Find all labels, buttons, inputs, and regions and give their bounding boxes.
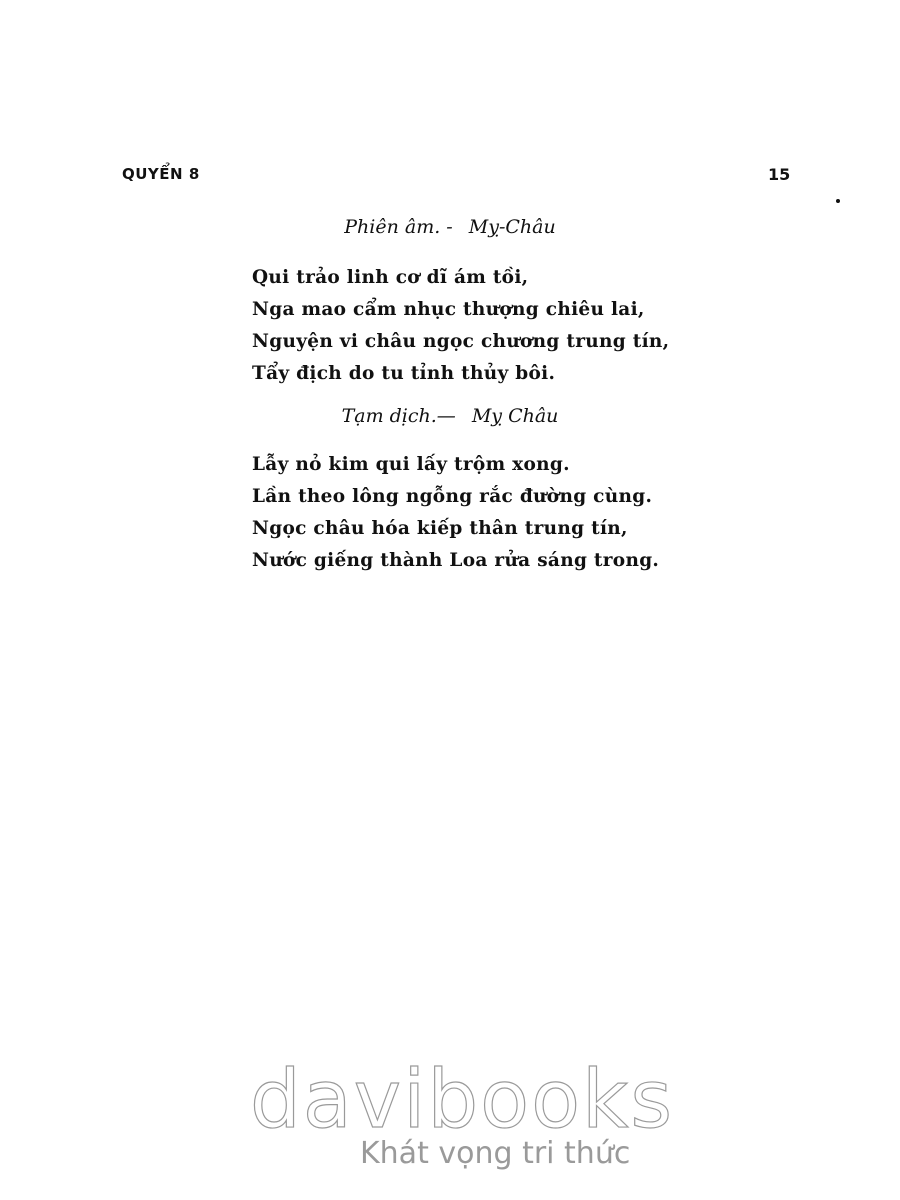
watermark-slogan: Khát vọng tri thức	[360, 1136, 631, 1171]
section-heading-label: Phiên âm. -	[344, 216, 453, 238]
poem-line: Nguyện vi châu ngọc chương trung tín,	[252, 331, 670, 352]
running-head: QUYỂN 8	[122, 165, 200, 183]
section-heading-label: Tạm dịch.—	[341, 405, 456, 427]
page-number: 15	[768, 165, 791, 184]
poem-line: Ngọc châu hóa kiếp thân trung tín,	[252, 518, 628, 539]
scan-speck	[836, 199, 840, 203]
poem-tam-dich	[252, 449, 659, 577]
poem-line: Tẩy địch do tu tỉnh thủy bôi.	[252, 363, 556, 384]
section-heading-tam-dich	[0, 405, 900, 427]
section-heading-author: Mỵ Châu	[471, 405, 559, 427]
poem-line: Qui trảo linh cơ dĩ ám tồi,	[252, 267, 529, 288]
section-heading-phien-am	[0, 216, 900, 238]
poem-line: Nước giếng thành Loa rửa sáng trong.	[252, 550, 660, 571]
poem-line: Lần theo lông ngỗng rắc đường cùng.	[252, 486, 653, 507]
poem-line: Lẫy nỏ kim qui lấy trộm xong.	[252, 454, 570, 475]
watermark	[250, 1053, 675, 1171]
poem-phien-am	[252, 262, 669, 390]
poem-line: Nga mao cẩm nhục thượng chiêu lai,	[252, 299, 645, 320]
section-heading-author: Mỵ-Châu	[468, 216, 556, 238]
watermark-brand: davibooks	[250, 1053, 675, 1146]
